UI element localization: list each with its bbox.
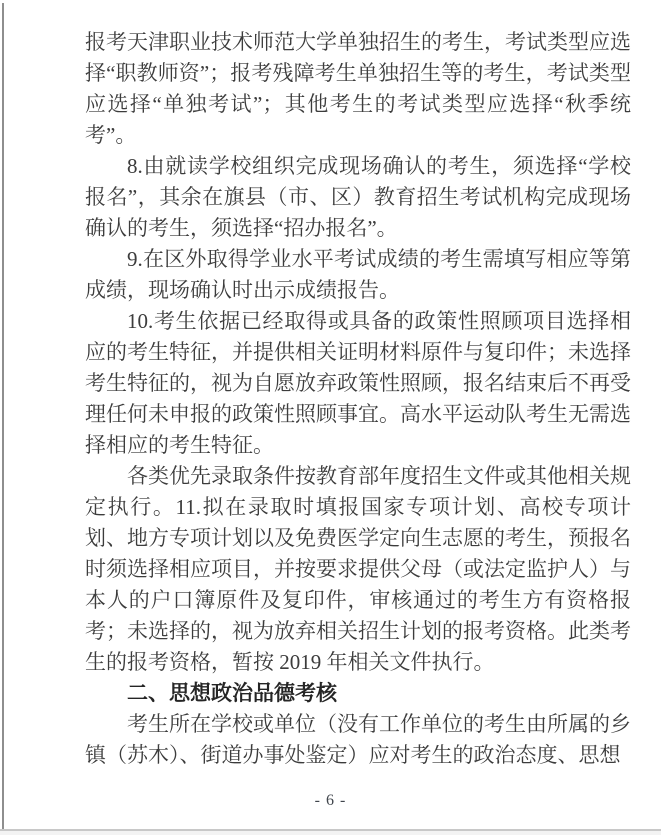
- paragraph: 考生所在学校或单位（没有工作单位的考生由所属的乡镇（苏木）、街道办事处鉴定）应对考生的政治态度、思想: [85, 712, 631, 767]
- scan-bottom-edge-line: [0, 829, 661, 835]
- scan-left-edge-line: [2, 3, 4, 830]
- paragraph: 9.在区外取得学业水平考试成绩的考生需填写相应等第成绩，现场确认时出示成绩报告。: [85, 247, 631, 302]
- paragraph: 各类优先录取条件按教育部年度招生文件或其他相关规定执行。11.拟在录取时填报国家专项计划、高校专项计划、地方专项计划以及免费医学定向生志愿的考生，预报名时须选择相应项目，并按要求提供父母（或法定监护人）与本人的户口簿原件及复印件，审核通过的考生方有资格报考；未选择的，视为放弃相关招生计划的报考资格。此类考生的报考资格，暂按 2019 年相关文件执行。: [85, 464, 631, 674]
- document-text-block: [85, 27, 631, 771]
- paragraph: 10.考生依据已经取得或具备的政策性照顾项目选择相应的考生特征，并提供相关证明材料原件与复印件；未选择考生特征的，视为自愿放弃政策性照顾，报名结束后不再受理任何未申报的政策性照顾事宜。高水平运动队考生无需选择相应的考生特征。: [85, 309, 631, 457]
- section-heading: 二、思想政治品德考核: [127, 682, 337, 705]
- paragraph: 8.由就读学校组织完成现场确认的考生，须选择“学校报名”，其余在旗县（市、区）教育招生考试机构完成现场确认的考生，须选择“招办报名”。: [85, 154, 631, 240]
- page-number: - 6 -: [314, 792, 347, 809]
- paragraph: 报考天津职业技术师范大学单独招生的考生，考试类型应选择“职教师资”；报考残障考生单独招生等的考生，考试类型应选择“单独考试”；其他考生的考试类型应选择“秋季统考”。: [85, 30, 631, 147]
